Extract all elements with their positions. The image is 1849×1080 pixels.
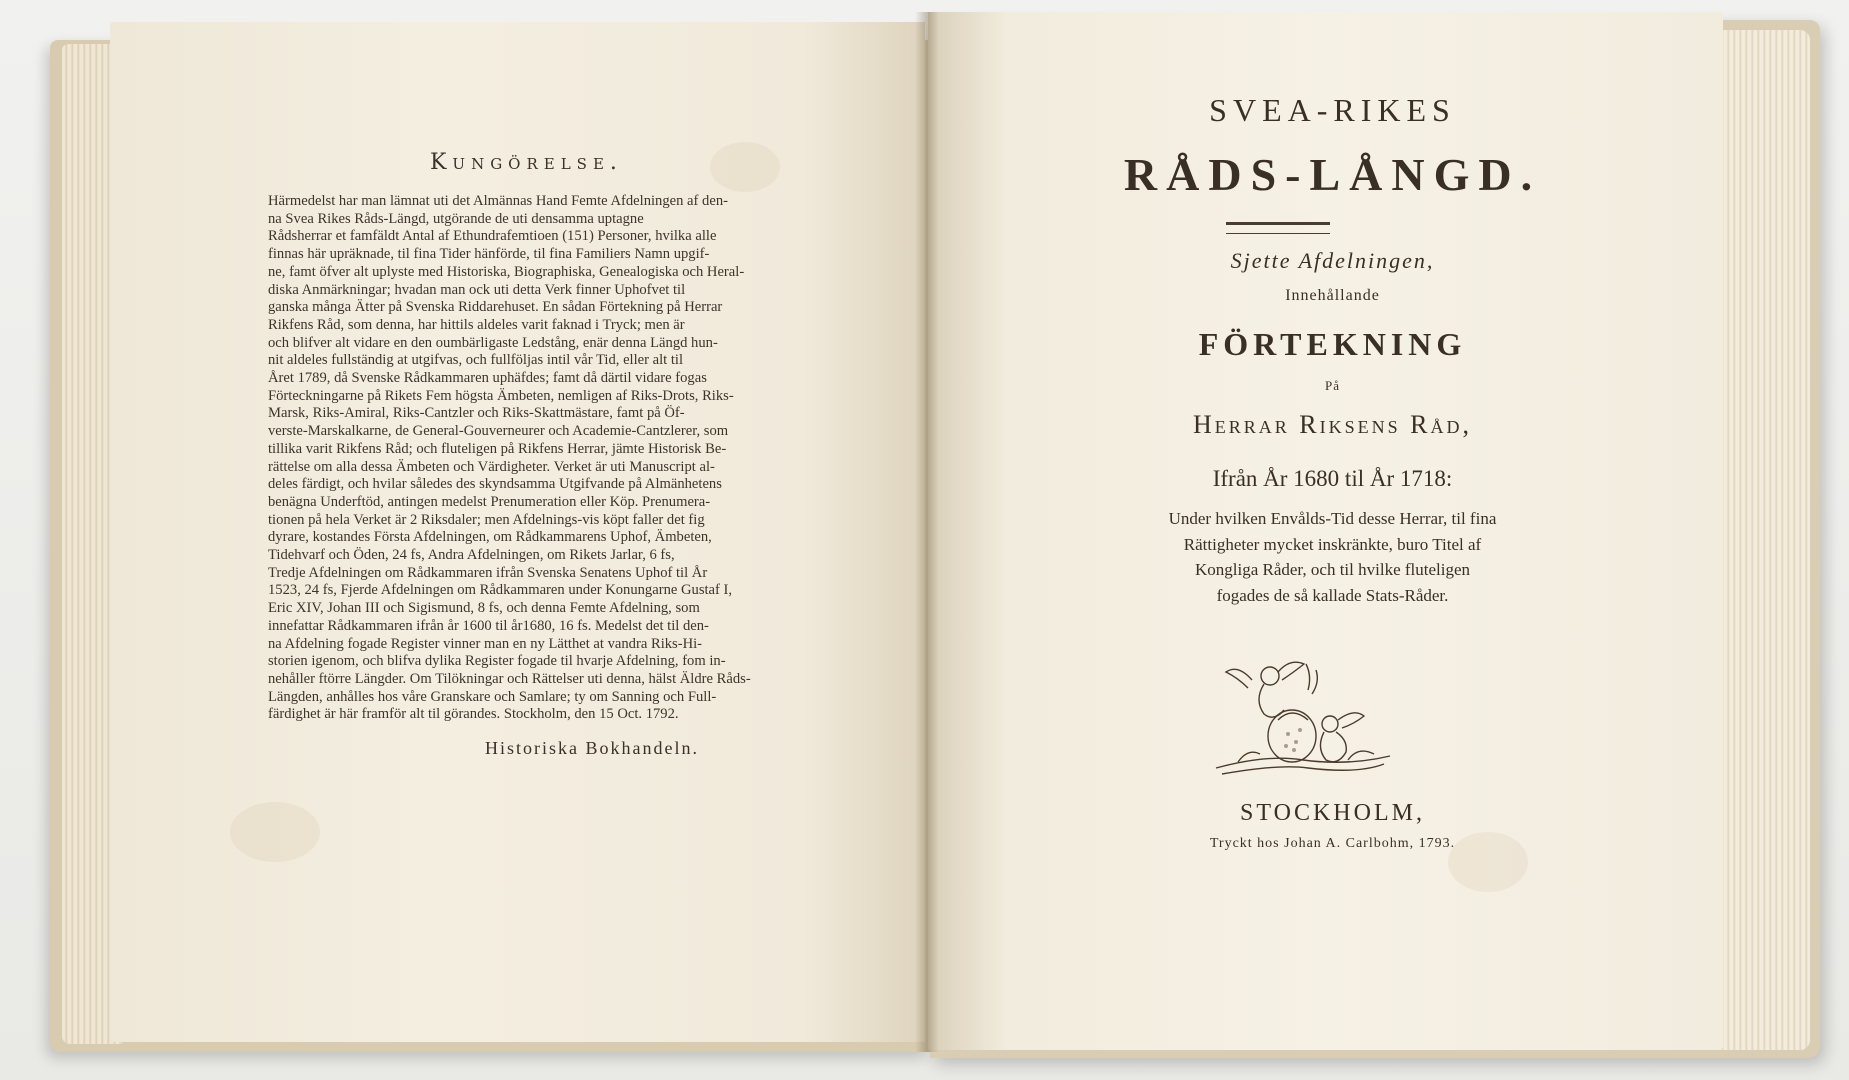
subtitle: Sjette Afdelningen, <box>1230 248 1435 273</box>
description-line: fogades de så kallade Stats-Råder. <box>1216 585 1449 605</box>
body-line: ganska många Ätter på Svenska Riddarehuset. En sådan Förtekning på Herrar <box>268 299 723 316</box>
body-line: verste-Marskalkarne, de General-Gouverneurer och Academie-Cantzlerer, som <box>268 423 729 440</box>
book-gutter <box>915 12 939 1052</box>
body-line: Förteckningarne på Rikets Fem högsta Ämbeten, nemligen af Riks-Drots, Riks- <box>268 387 734 404</box>
body-line: ne, famt öfver alt uplyste med Historiska, Biographiska, Genealogiska och Heral- <box>268 263 745 280</box>
cherub-vignette <box>1208 650 1398 786</box>
imprint-printer: Tryckt hos Johan A. Carlbohm, 1793. <box>1209 836 1456 851</box>
imprint-city: STOCKHOLM, <box>1240 800 1425 826</box>
body-line: diska Anmärkningar; hvadan man ock uti detta Verk finner Uphofvet til <box>268 281 686 298</box>
body-line: Marsk, Riks-Amiral, Riks-Cantzler och Riks-Skattmästare, famt på Öf- <box>268 405 685 422</box>
body-line: Eric XIV, Johan III och Sigismund, 8 fs, och denna Femte Afdelning, som <box>268 600 700 617</box>
body-line: Tidehvarf och Öden, 24 fs, Andra Afdelningen, om Rikets Jarlar, 6 fs, <box>268 547 675 564</box>
body-line: och blifver alt vidare en den oumbärligaste Ledstång, enär denna Längd hun- <box>268 334 718 351</box>
subject-line: Herrar Riksens Råd, <box>1193 410 1472 439</box>
body-line: Rikfens Råd, som denna, har hittils aldeles varit faknad i Tryck; men är <box>268 316 685 333</box>
body-line: Rådsherrar et famfäldt Antal af Ethundrafemtioen (151) Personer, hvilka alle <box>268 228 717 245</box>
body-line: 1523, 24 fs, Fjerde Afdelningen om Rådkammaren under Konungarne Gustaf I, <box>268 582 733 599</box>
body-line: tillika varit Rikfens Råd; och fluteligen på Rikfens Herrar, jämte Historisk Be- <box>268 440 727 457</box>
body-line: benägna Underftöd, antingen medelst Prenumeration eller Köp. Prenumera- <box>268 493 711 510</box>
body-line: Härmedelst har man lämnat uti det Almännas Hand Femte Afdelningen af den- <box>268 193 728 209</box>
body-line: deles färdigt, och hvilar således des skyndsamma Utgifvande på Almänhetens <box>268 476 722 493</box>
title-line-1: SVEA-RIKES <box>1209 92 1456 128</box>
body-line: na Svea Rikes Råds-Längd, utgörande de uti densamma uptagne <box>268 210 644 227</box>
body-line: storien igenom, och blifva dylika Register fogade til hvarje Afdelning, fom in- <box>268 653 726 670</box>
preposition: På <box>1325 378 1340 393</box>
body-line: nit aldeles fullständig at utgifvas, och fullföljas intil vår Tid, eller alt til <box>268 352 684 369</box>
description-line: Under hvilken Envålds-Tid desse Herrar, til fina <box>1168 509 1497 528</box>
body-line: na Afdelning fogade Register vinner man en ny Lätthet at vandra Riks-Hi- <box>268 635 703 652</box>
containing-label: Innehållande <box>1285 287 1380 304</box>
announcement-body <box>268 193 843 724</box>
title-rule <box>1226 222 1330 234</box>
description-line: Kongliga Råder, och til hvilke fluteligen <box>1194 560 1471 579</box>
body-line: dyrare, kostandes Första Afdelningen, om Rådkammarens Uphof, Ämbeten, <box>268 529 712 546</box>
years-line: Ifrån År 1680 til År 1718: <box>1212 466 1453 491</box>
body-line: rättelse om alla dessa Ämbeten och Värdigheter. Verket är uti Manuscript al- <box>268 458 715 475</box>
body-line: innefattar Rådkammaren ifrån år 1600 til år1680, 16 fs. Medelst det til den- <box>268 617 709 634</box>
body-line: nehåller ftörre Längder. Om Tilökningar och Rättelser uti denna, hälst Äldre Råds- <box>268 670 751 687</box>
main-title: FÖRTEKNING <box>1198 326 1467 362</box>
publisher-signature: Historiska Bokhandeln. <box>485 738 699 758</box>
body-line: Längden, anhålles hos våre Granskare och Samlare; ty om Sanning och Full- <box>268 688 717 705</box>
body-line: tionen på hela Verket är 2 Riksdaler; men Afdelnings-vis köpt faller det fig <box>268 511 705 528</box>
body-line: finnas här upräknade, til fina Tider hänförde, til fina Familiers Namn upgif- <box>268 246 710 263</box>
title-line-2: RÅDS-LÅNGD. <box>1123 149 1542 200</box>
left-page-heading: Kungörelse. <box>430 150 623 175</box>
body-line: Året 1789, då Svenske Rådkammaren uphäfdes; famt då därtil vidare fogas <box>268 370 707 387</box>
body-line: Tredje Afdelningen om Rådkammaren ifrån Svenska Senatens Uphof til År <box>268 564 708 581</box>
body-line: färdighet är här framför alt til görandes. Stockholm, den 15 Oct. 1792. <box>268 706 679 723</box>
description <box>1000 506 1665 608</box>
description-line: Rättigheter mycket inskränkte, buro Titel af <box>1183 534 1482 554</box>
